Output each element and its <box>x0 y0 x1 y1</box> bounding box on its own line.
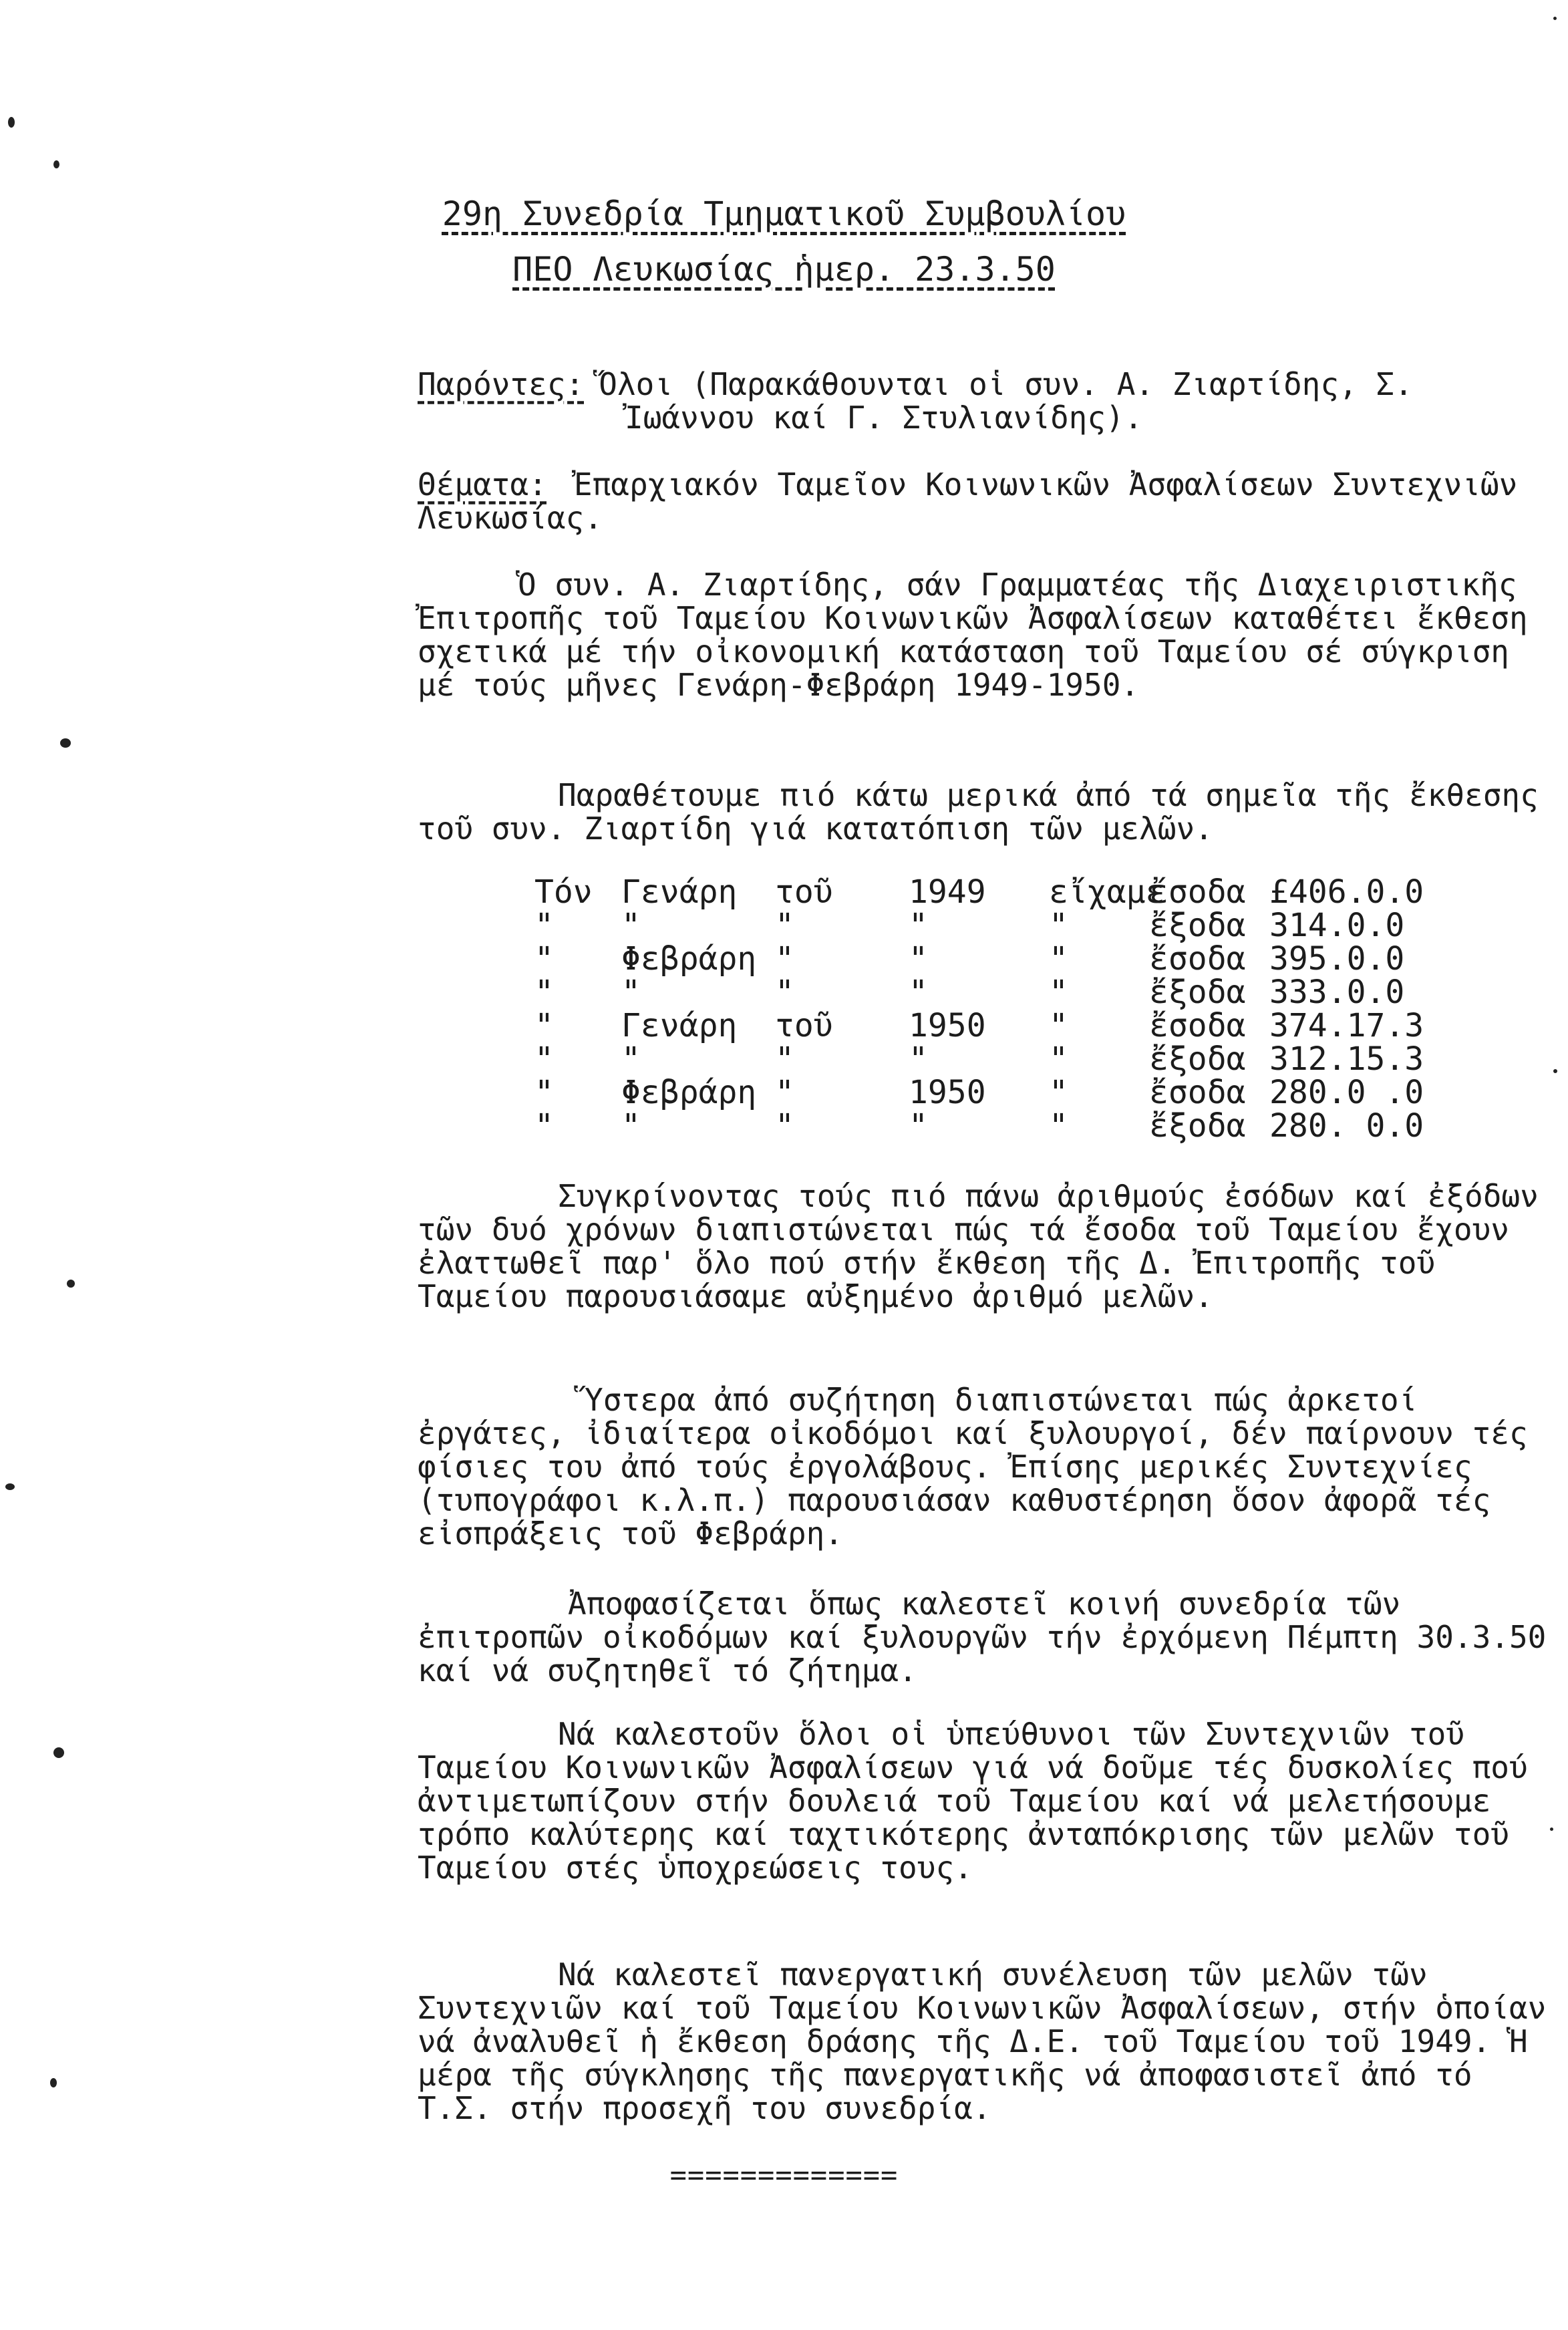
row-article: " <box>775 974 794 1011</box>
row-article: τοῦ <box>775 1007 833 1044</box>
topics-text: Ἐπαρχιακόν Ταμεῖον Κοινωνικῶν Ἀσφαλίσεων Συντεχνιῶν Λευκωσίας. <box>418 466 1536 536</box>
topics-label: Θέματα: <box>418 466 547 502</box>
row-article: τοῦ <box>775 873 833 911</box>
row-verb: εἴχαμε <box>1049 873 1165 911</box>
row-verb: " <box>1049 1007 1068 1044</box>
row-year: 1950 <box>909 1007 986 1044</box>
scan-speck <box>1553 17 1557 20</box>
row-year: 1949 <box>909 873 986 911</box>
scan-speck <box>53 160 59 168</box>
scan-speck <box>67 1280 75 1288</box>
scan-speck <box>1553 1069 1557 1073</box>
row-year: " <box>909 1040 928 1078</box>
row-prefix: " <box>534 1040 554 1078</box>
row-prefix: Τόν <box>534 873 593 911</box>
row-type: ἔξοδα <box>1149 1040 1246 1078</box>
end-divider: ============= <box>669 2158 899 2191</box>
row-verb: " <box>1049 1074 1068 1111</box>
row-month: " <box>621 1040 641 1078</box>
paragraph-comparison: Συγκρίνοντας τούς πιό πάνω ἀριθμούς ἐσόδων καί ἐξόδων τῶν δυό χρόνων διαπιστώνεται πώς τά ἔσοδα τοῦ Ταμείου ἔχουν ἐλαττωθεῖ παρ' ὅλο πού στήν ἔκθεση τῆς Δ. Ἐπιτροπῆς τοῦ Ταμείου παρουσιάσαμε αὐξημένο ἀριθμό μελῶν. <box>418 1178 1557 1314</box>
title-line-2: ΠΕΟ Λευκωσίας ἡμερ. 23.3.50 <box>512 250 1056 289</box>
present-section <box>418 368 1553 434</box>
row-amount: 333.0.0 <box>1269 974 1405 1011</box>
row-article: " <box>775 1040 794 1078</box>
present-label: Παρόντες: <box>418 366 585 402</box>
scan-speck <box>5 1483 15 1490</box>
row-verb: " <box>1049 940 1068 978</box>
row-type: ἔσοδα <box>1149 873 1246 911</box>
scan-speck <box>60 738 71 748</box>
row-verb: " <box>1049 907 1068 944</box>
row-type: ἔξοδα <box>1149 1107 1246 1145</box>
row-type: ἔσοδα <box>1149 1074 1246 1111</box>
present-text: Ὅλοι (Παρακάθουνται οἱ συν. Α. Ζιαρτίδης, Σ. <box>599 366 1413 402</box>
row-article: " <box>775 1107 794 1145</box>
row-amount: 312.15.3 <box>1269 1040 1424 1078</box>
scan-speck <box>50 2078 57 2087</box>
row-amount: 395.0.0 <box>1269 940 1405 978</box>
row-article: " <box>775 907 794 944</box>
row-prefix: " <box>534 1074 554 1111</box>
row-year: " <box>909 1107 928 1145</box>
topics-section <box>418 468 1553 535</box>
row-verb: " <box>1049 974 1068 1011</box>
paragraph-general-assembly: Νά καλεστεῖ πανεργατική συνέλευση τῶν μελῶν τῶν Συντεχνιῶν καί τοῦ Ταμείου Κοινωνικῶν Ἀσφαλίσεων, στήν ὁποίαν νά ἀναλυθεῖ ἡ ἔκθεση δράσης τῆς Δ.Ε. τοῦ Ταμείου τοῦ 1949. Ἡ μέρα τῆς σύγκλησης τῆς πανεργατικῆς νά ἀποφασιστεῖ ἀπό τό Τ.Σ. στήν προσεχῆ του συνεδρία. <box>418 1956 1565 2126</box>
row-article: " <box>775 1074 794 1111</box>
paragraph-intro-table: Παραθέτουμε πιό κάτω μερικά ἀπό τά σημεῖα τῆς ἔκθεσης τοῦ συν. Ζιαρτίδη γιά κατατόπιση τῶν μελῶν. <box>418 777 1557 847</box>
row-prefix: " <box>534 1007 554 1044</box>
row-month: " <box>621 974 641 1011</box>
row-amount: 280.0 .0 <box>1269 1074 1424 1111</box>
row-amount: 374.17.3 <box>1269 1007 1424 1044</box>
paragraph-report: Ὁ συν. Α. Ζιαρτίδης, σάν Γραμματέας τῆς Διαχειριστικῆς Ἐπιτροπῆς τοῦ Ταμείου Κοινωνικῶν Ἀσφαλίσεων καταθέτει ἔκθεση σχετικά μέ τήν οἰκονομική κατάσταση τοῦ Ταμείου σέ σύγκριση μέ τούς μῆνες Γενάρη-Φεβράρη 1949-1950. <box>418 567 1547 703</box>
scan-speck <box>53 1747 64 1758</box>
row-type: ἔξοδα <box>1149 974 1246 1011</box>
row-prefix: " <box>534 907 554 944</box>
row-year: " <box>909 940 928 978</box>
row-month: Γενάρη <box>621 873 738 911</box>
paragraph-discussion: Ὕστερα ἀπό συζήτηση διαπιστώνεται πώς ἀρκετοί ἐργάτες, ἰδιαίτερα οἰκοδόμοι καί ξυλουργοί, δέν παίρνουν τές φίσιες του ἀπό τούς ἐργολάβους. Ἐπίσης μερικές Συντεχνίες (τυπογράφοι κ.λ.π.) παρουσιάσαν καθυστέρηση ὅσον ἀφορᾶ τές εἰσπράξεις τοῦ Φεβράρη. <box>418 1382 1547 1552</box>
row-year: 1950 <box>909 1074 986 1111</box>
row-month: " <box>621 1107 641 1145</box>
title-line-1: 29η Συνεδρία Τμηματικοῦ Συμβουλίου <box>442 194 1126 233</box>
row-type: ἔσοδα <box>1149 940 1246 978</box>
row-amount: 280. 0.0 <box>1269 1107 1424 1145</box>
document-title <box>0 195 1568 233</box>
row-year: " <box>909 907 928 944</box>
row-month: Φεβράρη <box>621 1074 757 1111</box>
row-prefix: " <box>534 974 554 1011</box>
scan-speck <box>8 117 15 128</box>
row-verb: " <box>1049 1107 1068 1145</box>
present-text-continued: Ἰωάννου καί Γ. Στυλιανίδης). <box>625 400 1143 436</box>
row-amount: £406.0.0 <box>1269 873 1424 911</box>
row-type: ἔξοδα <box>1149 907 1246 944</box>
scan-speck <box>1550 1828 1553 1831</box>
document-subtitle <box>0 251 1568 288</box>
row-month: Φεβράρη <box>621 940 757 978</box>
row-month: Γενάρη <box>621 1007 738 1044</box>
row-amount: 314.0.0 <box>1269 907 1405 944</box>
row-prefix: " <box>534 940 554 978</box>
row-verb: " <box>1049 1040 1068 1078</box>
paragraph-meeting-officials: Νά καλεστοῦν ὅλοι οἱ ὑπεύθυνοι τῶν Συντεχνιῶν τοῦ Ταμείου Κοινωνικῶν Ἀσφαλίσεων γιά νά δοῦμε τές δυσκολίες πού ἀντιμετωπίζουν στήν δουλειά τοῦ Ταμείου καί νά μελετήσουμε τρόπο καλύτερης καί ταχτικότερης ἀνταπόκρισης τῶν μελῶν τοῦ Ταμείου στές ὑποχρεώσεις τους. <box>418 1716 1547 1886</box>
row-month: " <box>621 907 641 944</box>
row-type: ἔσοδα <box>1149 1007 1246 1044</box>
paragraph-decision: Ἀποφασίζεται ὅπως καλεστεῖ κοινή συνεδρία τῶν ἐπιτροπῶν οἰκοδόμων καί ξυλουργῶν τήν ἐρχόμενη Πέμπτη 30.3.50 καί νά συζητηθεῖ τό ζήτημα. <box>418 1586 1565 1689</box>
row-year: " <box>909 974 928 1011</box>
row-prefix: " <box>534 1107 554 1145</box>
row-article: " <box>775 940 794 978</box>
